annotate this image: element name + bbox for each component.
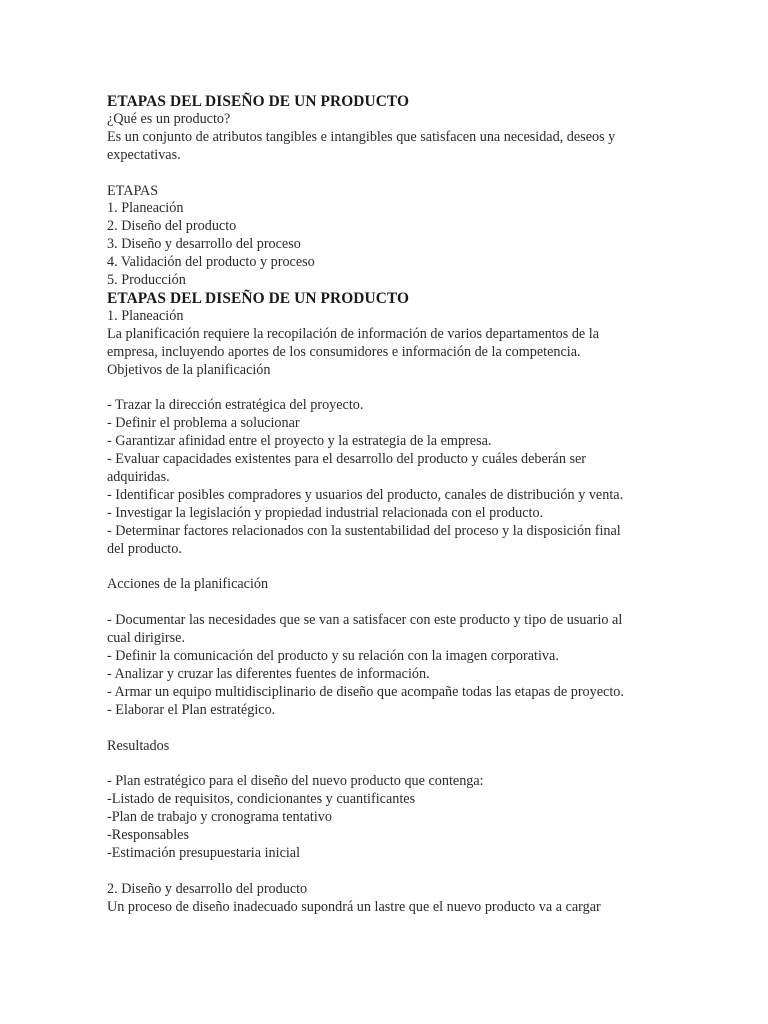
planeacion-paragraph-line-1: La planificación requiere la recopilación de información de varios departamentos de la bbox=[107, 325, 600, 342]
diseno-paragraph-line-1: Un proceso de diseño inadecuado supondrá un lastre que el nuevo producto va a cargar bbox=[107, 898, 601, 915]
objetivo-item: - Evaluar capacidades existentes para el desarrollo del producto y cuáles deberán ser bbox=[107, 451, 587, 468]
planeacion-paragraph-line-2: empresa, incluyendo aportes de los consumidores e información de la competencia. bbox=[107, 343, 581, 360]
resultado-item: -Estimación presupuestaria inicial bbox=[107, 844, 301, 861]
objetivo-item: adquiridas. bbox=[107, 469, 170, 485]
stage-item: 3. Diseño y desarrollo del proceso bbox=[107, 236, 301, 253]
resultado-item: - Plan estratégico para el diseño del nuevo producto que contenga: bbox=[107, 773, 484, 790]
blank-line bbox=[107, 379, 667, 397]
objetivo-item: - Trazar la dirección estratégica del proyecto. bbox=[107, 397, 364, 414]
blank-line bbox=[107, 594, 667, 612]
planeacion-heading: 1. Planeación bbox=[107, 307, 184, 324]
accion-item: cual dirigirse. bbox=[107, 630, 186, 647]
blank-line bbox=[107, 863, 667, 881]
accion-item: - Definir la comunicación del producto y su relación con la imagen corporativa. bbox=[107, 648, 559, 665]
resultado-item: -Responsables bbox=[107, 827, 189, 844]
section-title: ETAPAS DEL DISEÑO DE UN PRODUCTO bbox=[107, 289, 410, 307]
accion-item: - Analizar y cruzar las diferentes fuentes de información. bbox=[107, 665, 430, 682]
document-title: ETAPAS DEL DISEÑO DE UN PRODUCTO bbox=[107, 93, 410, 110]
objetivo-item: - Garantizar afinidad entre el proyecto y la estrategia de la empresa. bbox=[107, 433, 492, 450]
definition-line-1: Es un conjunto de atributos tangibles e intangibles que satisfacen una necesidad, deseos y bbox=[107, 128, 616, 145]
stages-heading: ETAPAS bbox=[107, 182, 159, 199]
blank-line bbox=[107, 165, 667, 183]
diseno-heading: 2. Diseño y desarrollo del producto bbox=[107, 880, 308, 897]
question-line: ¿Qué es un producto? bbox=[107, 110, 231, 127]
objetivo-item: - Determinar factores relacionados con la sustentabilidad del proceso y la disposición final bbox=[107, 522, 621, 539]
accion-item: - Documentar las necesidades que se van a satisfacer con este producto y tipo de usuario al bbox=[107, 612, 623, 629]
blank-line bbox=[107, 755, 667, 773]
definition-line-2: expectativas. bbox=[107, 146, 181, 163]
resultado-item: -Plan de trabajo y cronograma tentativo bbox=[107, 809, 332, 826]
stage-item: 2. Diseño del producto bbox=[107, 218, 237, 235]
objetivo-item: - Definir el problema a solucionar bbox=[107, 415, 300, 432]
blank-line bbox=[107, 720, 667, 738]
objetivo-item: del producto. bbox=[107, 540, 182, 557]
blank-line bbox=[107, 559, 667, 577]
stage-item: 5. Producción bbox=[107, 272, 186, 289]
accion-item: - Elaborar el Plan estratégico. bbox=[107, 701, 276, 718]
stage-item: 4. Validación del producto y proceso bbox=[107, 254, 315, 271]
objetivo-item: - Investigar la legislación y propiedad industrial relacionada con el producto. bbox=[107, 504, 544, 521]
stage-item: 1. Planeación bbox=[107, 200, 184, 217]
objetivo-item: - Identificar posibles compradores y usuarios del producto, canales de distribución y venta. bbox=[107, 486, 624, 503]
resultado-item: -Listado de requisitos, condicionantes y cuantificantes bbox=[107, 791, 416, 808]
resultados-heading: Resultados bbox=[107, 737, 170, 754]
objetivos-heading: Objetivos de la planificación bbox=[107, 361, 271, 378]
document-page bbox=[107, 93, 667, 917]
accion-item: - Armar un equipo multidisciplinario de diseño que acompañe todas las etapas de proyecto. bbox=[107, 683, 624, 700]
acciones-heading: Acciones de la planificación bbox=[107, 576, 269, 593]
